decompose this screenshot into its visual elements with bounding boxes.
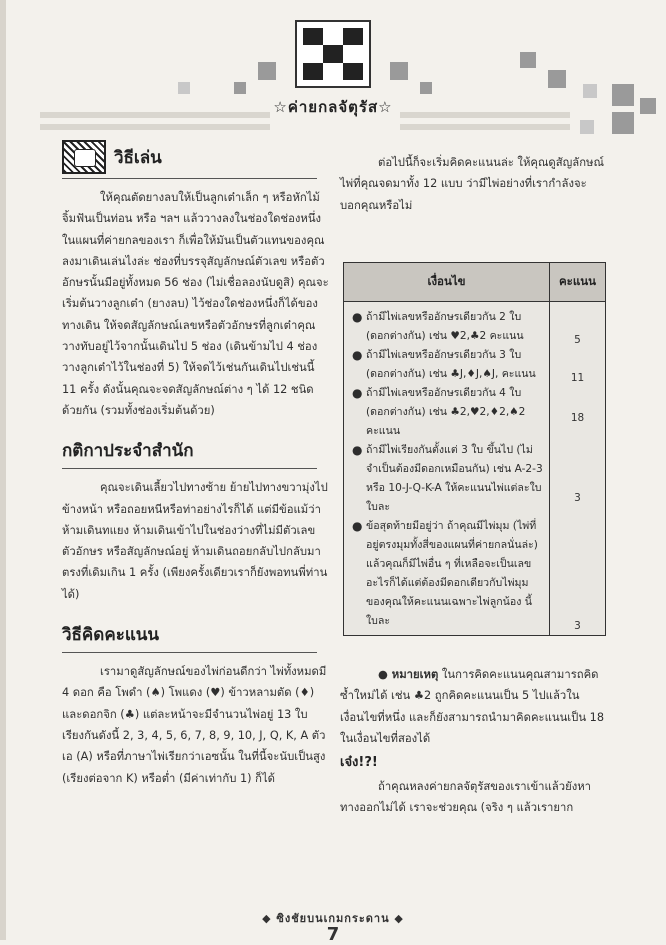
header-score: คะแนน bbox=[558, 274, 596, 288]
right-column bbox=[340, 152, 605, 216]
header-condition: เงื่อนไข bbox=[344, 263, 550, 301]
score-value: 18 bbox=[570, 412, 585, 424]
condition-text: ถ้ามีไพ่เลขหรืออักษรเดียวกัน 4 ใบ (ดอกต่างกัน) เช่น ♣2,♥2,♦2,♠2 คะแนน bbox=[366, 387, 526, 437]
deco-square bbox=[390, 62, 408, 80]
rules-title: กติกาประจำสำนัก bbox=[62, 441, 194, 462]
table-row: ● ถ้ามีไพ่เลขหรืออักษรเดียวกัน 4 ใบ (ดอกต่างกัน) เช่น ♣2,♥2,♦2,♠2 คะแนน bbox=[352, 384, 543, 441]
table-body bbox=[344, 302, 605, 636]
footer: ◆ ซิงชัยบนเกมกระดาน ◆ bbox=[262, 912, 404, 925]
game-icon bbox=[62, 140, 106, 174]
table-row: ● ถ้ามีไพ่เรียงกันตั้งแต่ 3 ใบ ขึ้นไป (ไม่จำเป็นต้องมีดอกเหมือนกัน) เช่น A-2-3 หรือ 10-J-Q-K-A ให้คะแนนไพ่แต่ละใบ ใบละ bbox=[352, 441, 543, 517]
deco-square bbox=[548, 70, 566, 88]
page-number: 7 bbox=[326, 924, 340, 945]
rules-paragraph: คุณจะเดินเลี้ยวไปทางซ้าย ย้ายไปทางขวามุ่งไปข้างหน้า หรือถอยหนีหรือท่าอย่างไรก็ได้ แต่มีข้อแม้ว่า ห้ามเดินทแยง ห้ามเดินเข้าไปในช่องว่างที่ไม่มีตัวเลข ตัวอักษร หรือสัญลักษณ์อยู่ ห้ามเดินถอยกลับไปกลับมาตรงที่เดิมเกิน 1 ครั้ง (เพียงครั้งเดียวเราก็ยังพอทนพี่ท่านได้) bbox=[62, 481, 328, 601]
note-text: ในการคิดคะแนนคุณสามารถคิดซ้ำใหม่ได้ เช่น ♣2 ถูกคิดคะแนนเป็น 5 ไปแล้วในเงื่อนไขที่หนึ่ง และก็ยังสามารถนำมาคิดคะแนนเป็น 18 ในเงื่อนไขที่สองได้ bbox=[340, 668, 605, 745]
divider bbox=[62, 652, 317, 653]
condition-text: ถ้ามีไพ่เรียงกันตั้งแต่ 3 ใบ ขึ้นไป (ไม่จำเป็นต้องมีดอกเหมือนกัน) เช่น A-2-3 หรือ 10-J-Q-K-A ให้คะแนนไพ่แต่ละใบ ใบละ bbox=[366, 444, 543, 513]
note-block bbox=[340, 664, 608, 819]
deco-square bbox=[420, 82, 432, 94]
deco-square bbox=[520, 52, 536, 68]
score-table bbox=[343, 262, 606, 636]
page-title: ☆ค่ายกลจัตุรัส☆ bbox=[273, 98, 393, 116]
left-column bbox=[62, 140, 330, 789]
checker-logo bbox=[295, 20, 371, 88]
score-value: 5 bbox=[574, 334, 581, 346]
bleed-through bbox=[40, 124, 270, 130]
conditions-cell bbox=[344, 302, 550, 636]
table-row: ● ถ้ามีไพ่เลขหรืออักษรเดียวกัน 3 ใบ (ดอกต่างกัน) เช่น ♣J,♦J,♠J, คะแนน bbox=[352, 346, 543, 384]
exclaim-heading: เจ๋ง!?! bbox=[340, 755, 378, 771]
how-to-play-title: วิธีเล่น bbox=[114, 147, 162, 168]
page-edge-left bbox=[0, 0, 6, 940]
condition-text: ถ้ามีไพ่เลขหรืออักษรเดียวกัน 3 ใบ (ดอกต่างกัน) เช่น ♣J,♦J,♠J, คะแนน bbox=[366, 349, 536, 380]
table-header bbox=[344, 263, 605, 302]
deco-square bbox=[580, 120, 594, 134]
bleed-through bbox=[400, 124, 570, 130]
score-value: 11 bbox=[570, 372, 585, 384]
condition-text: ข้อสุดท้ายมีอยู่ว่า ถ้าคุณมีไพ่มุม (ไพ่ที่อยู่ตรงมุมทั้งสี่ของแผนที่ค่ายกลนั่นล่ะ) แล้วคุณก็มีไพ่อื่น ๆ ที่เหลือจะเป็นเลขอะไรก็ได้แต่ต้องมีดอกเดียวกับไพ่มุมของคุณให้คะแนนเฉพาะไพ่ลูกน้อง นี้ใบละ bbox=[366, 520, 538, 627]
condition-text: ถ้ามีไพ่เลขหรืออักษรเดียวกัน 2 ใบ (ดอกต่างกัน) เช่น ♥2,♣2 คะแนน bbox=[366, 311, 524, 342]
how-to-play-heading bbox=[62, 140, 330, 174]
divider bbox=[62, 178, 317, 179]
scoring-heading bbox=[62, 621, 330, 648]
deco-square bbox=[258, 62, 276, 80]
note-paragraph bbox=[340, 664, 608, 749]
scoring-title: วิธีคิดคะแนน bbox=[62, 625, 160, 646]
closing-paragraph: ถ้าคุณหลงค่ายกลจัตุรัสของเราเข้าแล้วยังหาทางออกไม่ได้ เราจะช่วยคุณ (จริง ๆ แล้วเรายาก bbox=[340, 780, 592, 815]
divider bbox=[62, 468, 317, 469]
score-value: 3 bbox=[574, 492, 581, 504]
deco-square bbox=[234, 82, 246, 94]
intro-paragraph: ต่อไปนี้ก็จะเริ่มคิดคะแนนล่ะ ให้คุณดูสัญลักษณ์ไพ่ที่คุณจดมาทั้ง 12 แบบ ว่ามีไพ่อย่างที่เรากำลังจะบอกคุณหรือไม่ bbox=[340, 156, 604, 212]
deco-square bbox=[178, 82, 190, 94]
table-row: ● ถ้ามีไพ่เลขหรืออักษรเดียวกัน 2 ใบ (ดอกต่างกัน) เช่น ♥2,♣2 คะแนน bbox=[352, 308, 543, 346]
scoring-paragraph: เรามาดูสัญลักษณ์ของไพ่ก่อนดีกว่า ไพ่ทั้งหมดมี 4 ดอก คือ โพดำ (♠) โพแดง (♥) ข้าวหลามตัด (♦) และดอกจิก (♣) แต่ละหน้าจะมีจำนวนไพ่อยู่ 13 ใบ เรียงกันดังนี้ 2, 3, 4, 5, 6, 7, 8, 9, 10, J, Q, K, A ตัวเอ (A) หรือที่ภาษาไพ่เรียกว่าเอซนั้น ในที่นี้จะนับเป็นสูง (เรียงต่อจาก K) หรือต่ำ (มีค่าเท่ากับ 1) ก็ได้ bbox=[62, 665, 327, 785]
note-label: ● หมายเหตุ bbox=[378, 668, 439, 681]
table-row: ● ข้อสุดท้ายมีอยู่ว่า ถ้าคุณมีไพ่มุม (ไพ่ที่อยู่ตรงมุมทั้งสี่ของแผนที่ค่ายกลนั่นล่ะ) แล้วคุณก็มีไพ่อื่น ๆ ที่เหลือจะเป็นเลขอะไรก็ได้แต่ต้องมีดอกเดียวกับไพ่มุมของคุณให้คะแนนเฉพาะไพ่ลูกน้อง นี้ใบละ bbox=[352, 517, 543, 631]
score-value: 3 bbox=[574, 620, 581, 632]
rules-heading bbox=[62, 437, 330, 464]
how-to-play-paragraph: ให้คุณตัดยางลบให้เป็นลูกเต๋าเล็ก ๆ หรือหักไม้จิ้มฟันเป็นท่อน หรือ ฯลฯ แล้ววางลงในช่องใดช่องหนึ่งในแผนที่ค่ายกลของเรา ก็เพื่อให้มันเป็นตัวแทนของคุณลงมาเดินเล่นไงล่ะ ช่องที่บรรจุสัญลักษณ์ตัวเลข หรือตัวอักษรนั้นมีอยู่ทั้งหมด 56 ช่อง (ไม่เชื่อลองนับดูสิ) คุณจะเริ่มต้นวางลูกเต๋า (ยางลบ) ไว้ช่องใดช่องหนึ่งก็ได้ของทางเดิน ให้จดสัญลักษณ์เลขหรือตัวอักษรที่ลูกเต๋าคุณวางทับอยู่ไว้จากนั้นเดินไป 5 ช่อง (เดินข้ามไป 4 ช่อง วางลูกเต๋าไว้ในช่องที่ 5) ให้จดไว้เช่นกันเดินไปเช่นนี้ 11 ครั้ง ดังนั้นคุณจะจดสัญลักษณ์ต่าง ๆ ได้ 12 ชนิดด้วยกัน (รวมทั้งช่องเริ่มต้นด้วย) bbox=[62, 191, 329, 417]
scores-cell bbox=[550, 302, 605, 636]
